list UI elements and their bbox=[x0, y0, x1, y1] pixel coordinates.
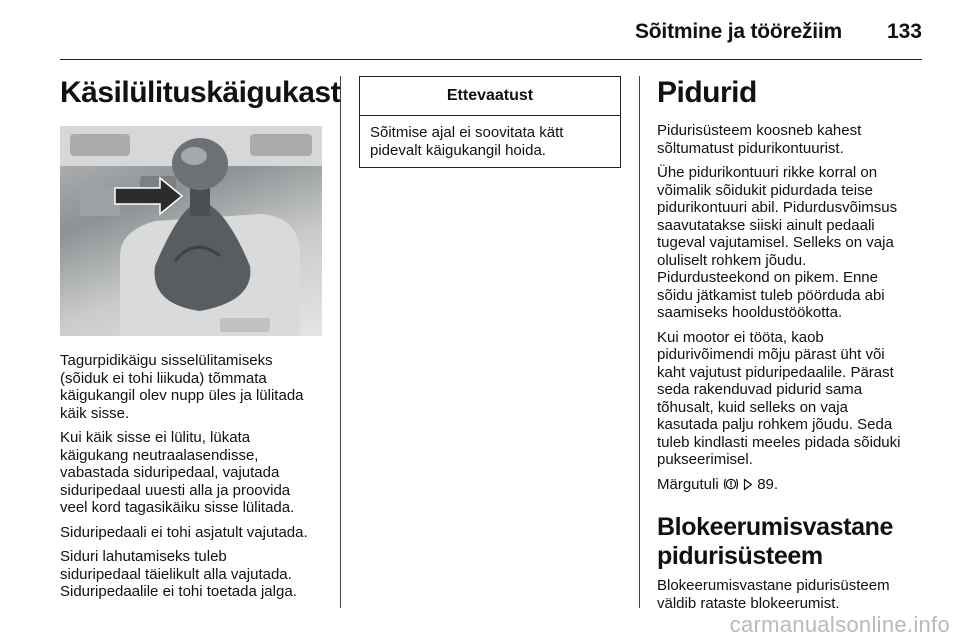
section-heading-abs bbox=[657, 513, 925, 571]
column-divider-left bbox=[340, 76, 341, 608]
paragraph: Blokeerumisvastane pidurisüsteem väldib rataste blokeerumist. bbox=[657, 577, 890, 612]
header-rule bbox=[60, 59, 922, 60]
caution-box-title: Ettevaatust bbox=[360, 77, 620, 116]
section-heading-brakes: Pidurid bbox=[657, 76, 757, 109]
abs-heading-line-1: Blokeerumisvastane bbox=[657, 513, 893, 541]
right-column bbox=[657, 76, 925, 619]
reference-prefix: Märgutuli bbox=[657, 475, 719, 493]
paragraph: Tagurpidikäigu sisselülitamiseks (sõiduk ei tohi liikuda) tõmmata käigukangil olev nupp üles ja lülitada käik sisse. bbox=[60, 352, 304, 422]
paragraph: Kui käik sisse ei lülitu, lükata käigukang neutraalasendisse, vabastada siduripedaal, vajutada siduripedaal uuesti alla ja proovida veel kord tagasikäiku sisse lülitada. bbox=[60, 429, 295, 516]
page-number: 133 bbox=[886, 20, 922, 43]
paragraph: Ühe pidurikontuuri rikke korral on võimalik sõidukit pidurdada teise pidurikontuuri abil. Pidurdusvõimsus saavutatakse siiski ainult pedaali tugeval vajutamisel. Selleks on vaja oluliselt rohkem jõudu. Pidurdusteekond on pikem. Enne sõidu jätkamist tuleb pöörduda abi saamiseks hooldustöökotta. bbox=[657, 164, 898, 321]
watermark: carmanualsonline.info bbox=[729, 612, 950, 637]
page-reference bbox=[657, 476, 925, 496]
gear-shift-photo bbox=[60, 126, 322, 336]
paragraph: Kui mootor ei tööta, kaob pidurivõimendi mõju pärast üht või kaht vajutust piduripedaalile. Pärast seda rakenduvad pidurid sama tõhusalt, kuid selleks on vaja kasutada palju rohkem jõudu. Seda tuleb kindlasti meeles pidada sõiduki pukseerimisel. bbox=[657, 328, 901, 468]
paragraph: Pidurisüsteem koosneb kahest sõltumatust pidurikontuurist. bbox=[657, 122, 862, 157]
left-column bbox=[60, 76, 341, 608]
caution-box bbox=[359, 76, 621, 168]
page-header-title: Sõitmine ja töörežiim bbox=[635, 20, 842, 43]
gear-knob-illustration bbox=[60, 126, 322, 336]
reference-page: 89. bbox=[757, 475, 779, 493]
column-divider-right bbox=[639, 76, 640, 608]
caution-box-text: Sõitmise ajal ei soovitata kätt pidevalt käigukangil hoida. bbox=[370, 124, 564, 159]
paragraph: Siduri lahutamiseks tuleb siduripedaal täielikult alla vajutada. Siduripedaalile ei tohi toetada jalga. bbox=[60, 548, 297, 600]
page-reference-arrow-icon bbox=[743, 478, 753, 496]
brake-warning-icon bbox=[723, 477, 739, 496]
section-heading-manual-gearbox: Käsilülituskäigukast bbox=[60, 76, 341, 109]
abs-heading-line-2: pidurisüsteem bbox=[657, 542, 823, 570]
paragraph: Siduripedaali ei tohi asjatult vajutada. bbox=[60, 523, 308, 541]
